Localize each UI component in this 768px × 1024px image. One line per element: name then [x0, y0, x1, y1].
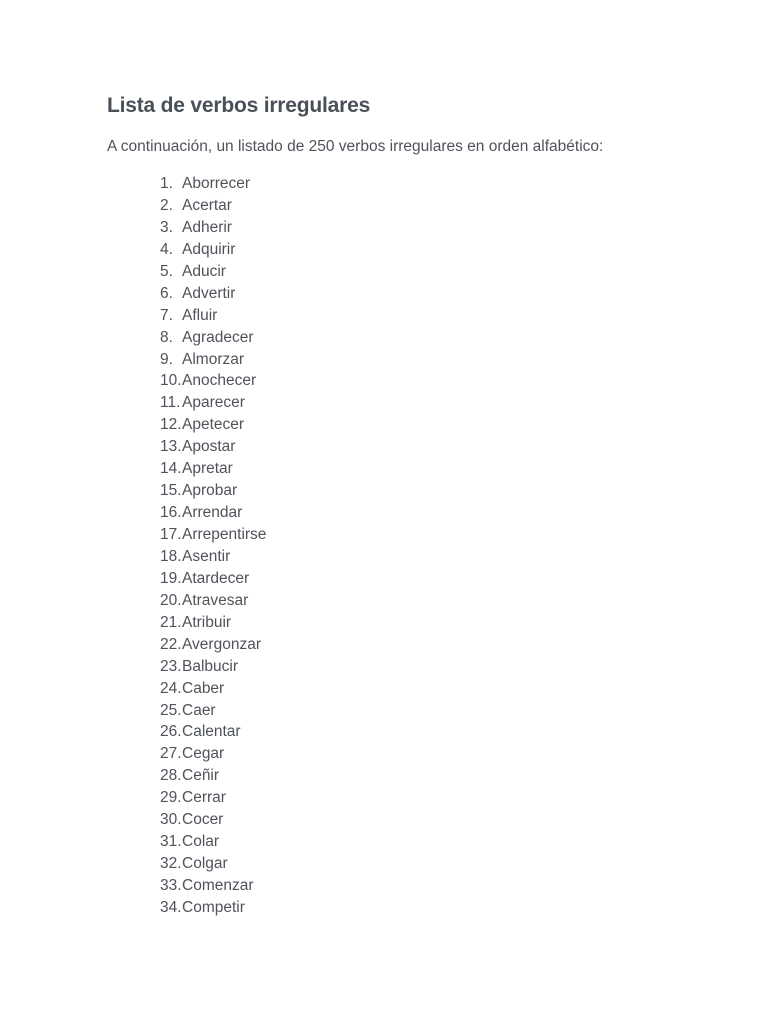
- list-item-number-text: 7.: [160, 306, 173, 324]
- list-item-number: [107, 392, 182, 414]
- list-item-verb: Advertir: [182, 284, 236, 302]
- list-item-verb: Colar: [182, 833, 220, 851]
- list-item-verb: Acertar: [182, 196, 232, 214]
- list-item-number-text: 22.: [160, 635, 182, 653]
- list-item: [107, 656, 707, 678]
- list-item-number: [107, 173, 182, 195]
- list-item-number-text: 13.: [160, 438, 182, 456]
- list-item-number-text: 14.: [160, 460, 182, 478]
- list-item: [107, 787, 707, 809]
- list-item-number: [107, 524, 182, 546]
- list-item: [107, 524, 707, 546]
- list-item-number-text: 10.: [160, 372, 182, 390]
- list-item-number: [107, 568, 182, 590]
- list-item: [107, 480, 707, 502]
- list-item-number-text: 33.: [160, 877, 182, 894]
- list-item-number-text: 3.: [160, 218, 173, 236]
- list-item: [107, 173, 707, 195]
- list-item: [107, 831, 707, 853]
- list-item-number-text: 21.: [160, 613, 182, 631]
- list-item: [107, 765, 707, 787]
- list-item-verb: Asentir: [182, 547, 231, 565]
- list-item-verb: Avergonzar: [182, 635, 261, 653]
- intro-paragraph: A continuación, un listado de 250 verbos irregulares en orden alfabético:: [107, 138, 604, 155]
- list-item-number: [107, 897, 182, 919]
- list-item-number-text: 32.: [160, 855, 182, 873]
- list-item: [107, 283, 707, 305]
- list-item-number: [107, 414, 182, 436]
- list-item-number: [107, 261, 182, 283]
- list-item-verb: Anochecer: [182, 372, 257, 390]
- list-item-number: [107, 283, 182, 305]
- list-item: [107, 743, 707, 765]
- list-item: [107, 327, 707, 349]
- list-item-verb: Caber: [182, 679, 225, 697]
- list-item-number: [107, 743, 182, 765]
- list-item-number-text: 12.: [160, 416, 182, 434]
- list-item-number: [107, 546, 182, 568]
- list-item: [107, 875, 707, 897]
- list-item-number: [107, 809, 182, 831]
- list-item-number: [107, 612, 182, 634]
- list-item-number-text: 20.: [160, 591, 182, 609]
- list-item-verb: Agradecer: [182, 328, 254, 346]
- list-item-verb: Calentar: [182, 723, 241, 741]
- list-item: [107, 414, 707, 436]
- list-item-number-text: 8.: [160, 328, 173, 346]
- list-item: [107, 634, 707, 656]
- list-item-number-text: 27.: [160, 745, 182, 763]
- list-item-verb: Cegar: [182, 745, 225, 763]
- list-item-number-text: 31.: [160, 833, 182, 851]
- page-title: Lista de verbos irregulares: [107, 94, 371, 117]
- list-item-number: [107, 831, 182, 853]
- list-item-verb: Arrendar: [182, 504, 243, 522]
- list-item-number-text: 4.: [160, 240, 173, 258]
- list-item-number-text: 9.: [160, 350, 173, 368]
- list-item: [107, 853, 707, 875]
- list-item: [107, 217, 707, 239]
- list-item-number-text: 25.: [160, 701, 182, 719]
- list-item-number: [107, 765, 182, 787]
- list-item-number-text: 17.: [160, 526, 182, 543]
- list-item-number: [107, 721, 182, 743]
- list-item-number: [107, 349, 182, 371]
- list-item-number: [107, 656, 182, 678]
- list-item-number-text: 23.: [160, 657, 182, 675]
- list-item-number-text: 15.: [160, 482, 182, 500]
- list-item-verb: Comenzar: [182, 877, 254, 894]
- list-item: [107, 678, 707, 700]
- list-item-verb: Aparecer: [182, 394, 245, 412]
- list-item: [107, 721, 707, 743]
- list-item: [107, 897, 707, 919]
- list-item-number: [107, 678, 182, 700]
- list-item-verb: Afluir: [182, 306, 218, 324]
- list-item-number: [107, 327, 182, 349]
- list-item: [107, 436, 707, 458]
- list-item-number: [107, 787, 182, 809]
- list-item-verb: Colgar: [182, 855, 228, 873]
- list-item-verb: Aprobar: [182, 482, 238, 500]
- list-item: [107, 370, 707, 392]
- list-item-number: [107, 853, 182, 875]
- list-item: [107, 809, 707, 831]
- list-item-number: [107, 370, 182, 392]
- list-item-number: [107, 634, 182, 656]
- list-item-number: [107, 239, 182, 261]
- list-item-verb: Aducir: [182, 262, 226, 280]
- list-item-number-text: 18.: [160, 547, 182, 565]
- list-item-number: [107, 436, 182, 458]
- verb-list: [107, 173, 707, 919]
- list-item-number-text: 5.: [160, 262, 173, 280]
- list-item-number-text: 6.: [160, 284, 173, 302]
- list-item-number: [107, 875, 182, 897]
- list-item-number-text: 24.: [160, 679, 182, 697]
- list-item: [107, 239, 707, 261]
- document-page: [107, 92, 707, 919]
- list-item-number-text: 2.: [160, 196, 173, 214]
- list-item-verb: Apretar: [182, 460, 233, 478]
- list-item-number-text: 26.: [160, 723, 182, 741]
- list-item-number: [107, 305, 182, 327]
- list-item: [107, 261, 707, 283]
- list-item: [107, 590, 707, 612]
- list-item-verb: Caer: [182, 701, 216, 719]
- list-item-verb: Cocer: [182, 811, 224, 829]
- list-item-verb: Atribuir: [182, 613, 232, 631]
- list-item-verb: Atardecer: [182, 569, 250, 587]
- list-item-verb: Balbucir: [182, 657, 238, 675]
- list-item-number-text: 1.: [160, 175, 173, 192]
- list-item-number-text: 29.: [160, 789, 182, 807]
- list-item: [107, 546, 707, 568]
- list-item-verb: Almorzar: [182, 350, 245, 368]
- list-item: [107, 349, 707, 371]
- list-item: [107, 612, 707, 634]
- list-item: [107, 195, 707, 217]
- list-item-verb: Competir: [182, 898, 245, 916]
- list-item-number-text: 30.: [160, 811, 182, 829]
- list-item: [107, 305, 707, 327]
- list-item: [107, 392, 707, 414]
- list-item-verb: Adquirir: [182, 240, 236, 258]
- list-item-number: [107, 700, 182, 722]
- list-item-verb: Apetecer: [182, 416, 245, 434]
- list-item-number-text: 28.: [160, 767, 182, 785]
- list-item: [107, 502, 707, 524]
- list-item: [107, 458, 707, 480]
- list-item-verb: Atravesar: [182, 591, 249, 609]
- list-item-verb: Cerrar: [182, 789, 226, 807]
- list-item-verb: Adherir: [182, 218, 232, 236]
- list-item-verb: Aborrecer: [182, 175, 251, 192]
- list-item-number: [107, 480, 182, 502]
- list-item-number-text: 34.: [160, 898, 182, 916]
- list-item-number: [107, 458, 182, 480]
- list-item-number-text: 11.: [160, 394, 181, 412]
- list-item-number-text: 19.: [160, 569, 182, 587]
- list-item-verb: Apostar: [182, 438, 236, 456]
- list-item: [107, 568, 707, 590]
- list-item-number: [107, 217, 182, 239]
- list-item-number-text: 16.: [160, 504, 182, 522]
- list-item-number: [107, 590, 182, 612]
- list-item: [107, 700, 707, 722]
- list-item-number: [107, 502, 182, 524]
- list-item-verb: Ceñir: [182, 767, 220, 785]
- list-item-verb: Arrepentirse: [182, 526, 267, 543]
- list-item-number: [107, 195, 182, 217]
